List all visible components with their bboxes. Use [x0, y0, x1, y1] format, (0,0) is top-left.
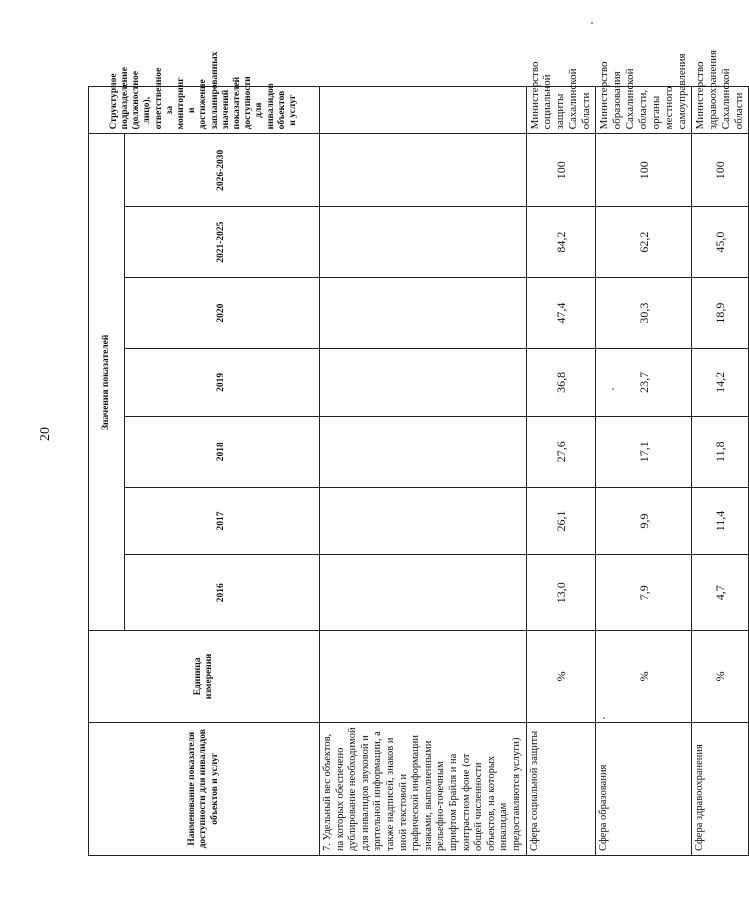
table-row	[526, 87, 596, 856]
header-name: Наименование показателя доступности для инвалидов объектов и услуг	[89, 722, 320, 855]
value-cell: 27,6	[526, 416, 596, 487]
year-header: 2019	[125, 349, 320, 417]
value-cell: 11,8	[692, 416, 749, 487]
empty-cell	[320, 487, 527, 555]
value-cell: 100	[692, 134, 749, 207]
value-cell: 11,4	[692, 487, 749, 555]
row-responsible: Министерство социальной защиты Сахалинской области	[526, 87, 596, 134]
page-number: 20	[38, 427, 53, 441]
value-cell: 45,0	[692, 207, 749, 278]
value-cell: 36,8	[526, 349, 596, 417]
value-cell: 26,1	[526, 487, 596, 555]
value-cell: 4,7	[692, 555, 749, 631]
row-unit: %	[692, 631, 749, 722]
value-cell: 14,2	[692, 349, 749, 417]
row-name: Сфера здравоохранения	[692, 722, 749, 855]
scan-speck	[591, 22, 593, 24]
scan-speck	[603, 717, 605, 719]
header-responsible: Структурное подразделение (должностное лицо), ответственное за мониторинг и достижение запланированных значений показателей доступности для инвалидов объектов и услуг	[89, 87, 320, 134]
header-values-group: Значения показателей	[89, 134, 125, 631]
value-cell: 100	[526, 134, 596, 207]
table-row	[692, 87, 749, 856]
value-cell: 9,9	[596, 487, 692, 555]
section-row	[320, 87, 527, 856]
header-unit: Единица измерения	[89, 631, 320, 722]
value-cell: 7,9	[596, 555, 692, 631]
year-header: 2017	[125, 487, 320, 555]
empty-cell	[320, 416, 527, 487]
section-title: 7. Удельный вес объектов, на которых обеспечено дублирование необходимой для инвалидов звуковой и зрительной информации, а также надписей, знаков и иной текстовой и графической информации знаками, выполненными рельефно-точечным шрифтом Брайля и на контрастном фоне (от общей численности объектов, на которых инвалидам предоставляются услуги)	[320, 722, 527, 855]
year-header: 2018	[125, 416, 320, 487]
value-cell: 62,2	[596, 207, 692, 278]
row-responsible: Министерство здравоохранения Сахалинской области	[692, 87, 749, 134]
empty-cell	[320, 207, 527, 278]
row-name: Сфера социальной защиты	[526, 722, 596, 855]
empty-cell	[320, 555, 527, 631]
empty-cell	[320, 278, 527, 349]
table-row	[596, 87, 692, 856]
indicators-table	[88, 49, 749, 856]
row-unit: %	[526, 631, 596, 722]
year-header: 2016	[125, 555, 320, 631]
empty-cell	[320, 134, 527, 207]
row-name: Сфера образования	[596, 722, 692, 855]
row-responsible: Министерство образования Сахалинской области, органы местного самоуправления	[596, 87, 692, 134]
value-cell: 23,7	[596, 349, 692, 417]
year-header: 2021-2025	[125, 207, 320, 278]
value-cell: 30,3	[596, 278, 692, 349]
rotated-table-frame	[88, 49, 746, 856]
value-cell: 47,4	[526, 278, 596, 349]
scan-speck	[612, 388, 614, 390]
value-cell: 17,1	[596, 416, 692, 487]
value-cell: 18,9	[692, 278, 749, 349]
empty-cell	[320, 349, 527, 417]
year-header: 2020	[125, 278, 320, 349]
value-cell: 100	[596, 134, 692, 207]
row-unit: %	[596, 631, 692, 722]
year-header: 2026-2030	[125, 134, 320, 207]
value-cell: 84,2	[526, 207, 596, 278]
empty-cell	[320, 87, 527, 134]
empty-cell	[320, 631, 527, 722]
value-cell: 13,0	[526, 555, 596, 631]
